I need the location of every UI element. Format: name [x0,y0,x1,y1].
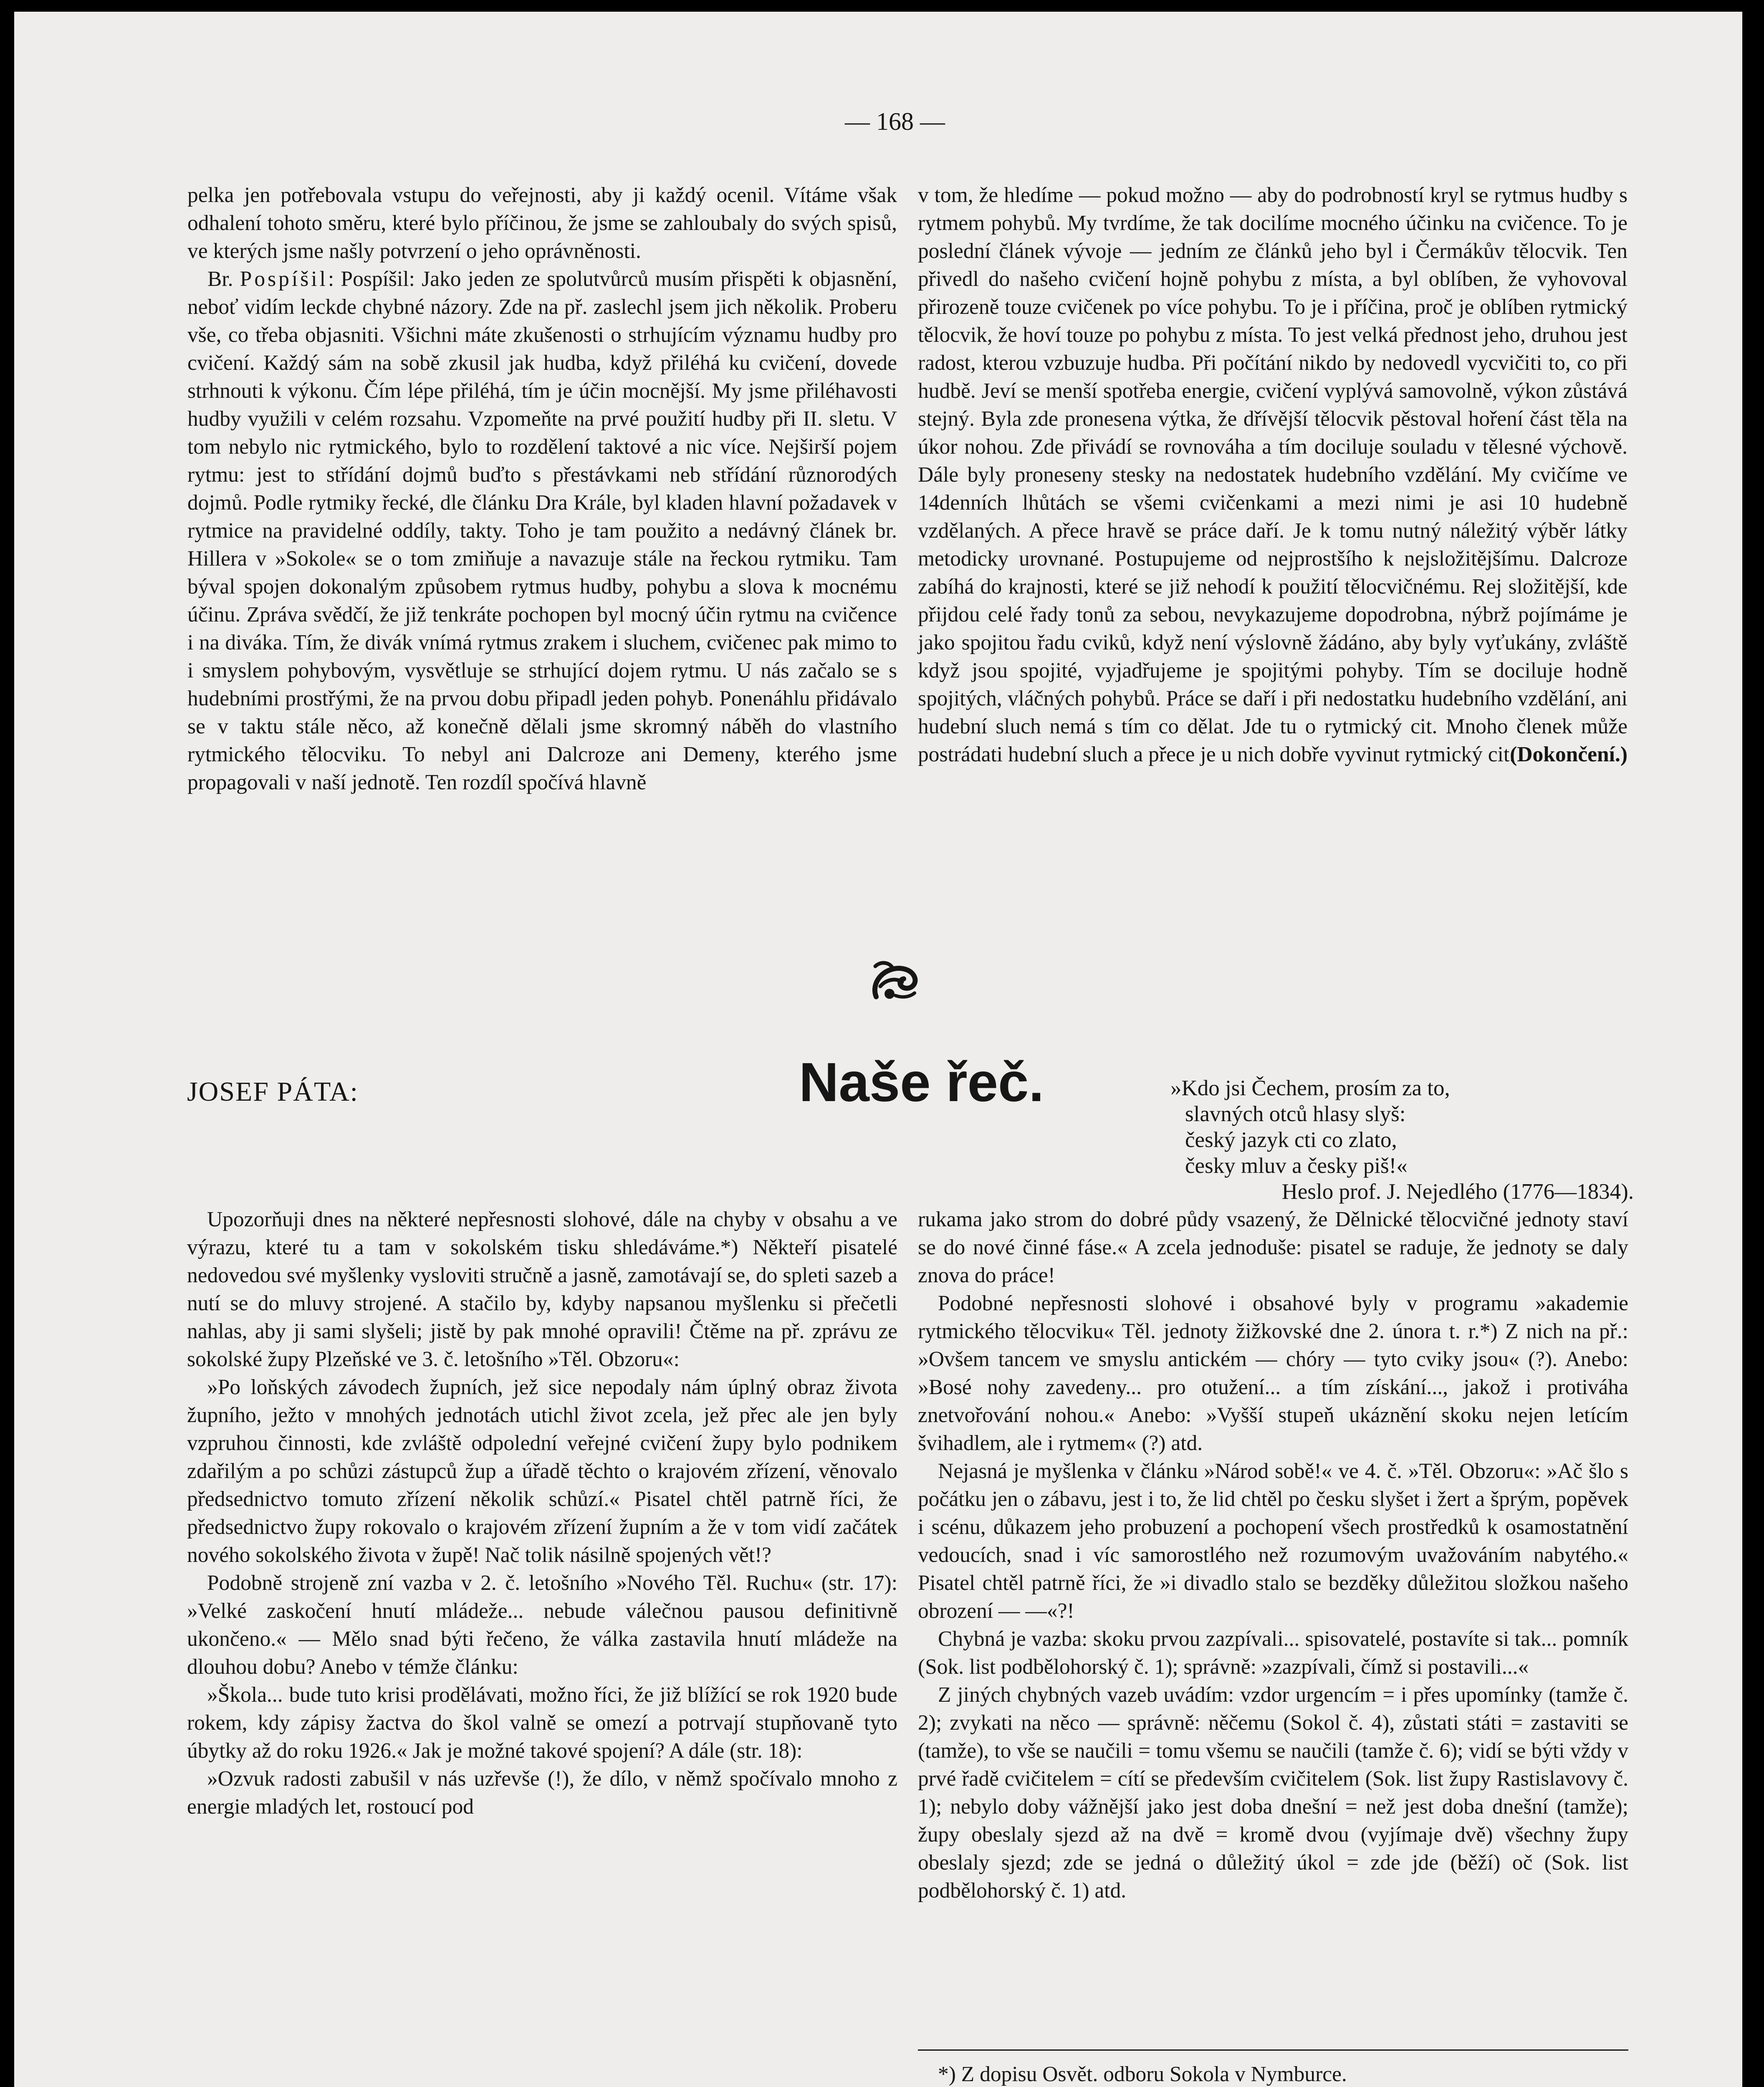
paragraph: Nejasná je myšlenka v článku »Národ sobě!« ve 4. č. »Těl. Obzoru«: »Ač šlo s počátku jen o zábavu, jest i to, že lid chtěl po česku slyšet i žert a šprým, popěvek i scénu, důkazem jeho probuzení a pochopení všech prostředků k osamostatnění vedoucích, snad i víc samorostlého než rozumovým uvažováním nabytého.« Pisatel chtěl patrně říci, že »i divadlo stalo se bezděky důležitou složkou našeho obrození — —«?! [918,1459,1628,1623]
article-author: JOSEF PÁTA: [187,1076,359,1107]
epigraph-line: česky mluv a česky piš!« [1185,1154,1408,1178]
epigraph-line: »Kdo jsi Čechem, prosím za to, [1170,1076,1450,1100]
paragraph: rukama jako strom do dobré půdy vsazený, že Dělnické tělocvičné jednoty staví se do nové činné fáse.« A zcela jednoduše: pisatel se raduje, že jednoty se daly znova do práce! [918,1208,1628,1287]
paragraph-speaker: Br. Pospíšil: Pospíšil: Jako jeden ze spolutvůrců musím přispěti k objasnění, neboť vidím leckde chybné názory. Zde na př. zaslechl jsem jich několik. Proberu vše, co třeba objasniti. Všichni máte zkušenosti o strhujícím významu hudby pro cvičení. Každý sám na sobě zkusil jak hudba, když přiléhá ku cvičení, dovede strhnouti k výkonu. Čím lépe přiléhá, tím je účin mocnější. My jsme přiléhavosti hudby využili v celém rozsahu. Vzpomeňte na prvé použití hudby při II. sletu. V tom nebylo nic rytmického, bylo to rozdělení taktové a nic více. Nejširší pojem rytmu: jest to střídání dojmů buďto s přestávkami neb střídání různorodých dojmů. Podle rytmiky řecké, dle článku Dra Krále, byl kladen hlavní požadavek v rytmice na pravidelné oddíly, takty. Toho je tam použito a nedávný článek br. Hillera v »Sokole« se o tom zmiňuje a navazuje stále na řeckou rytmiku. Tam býval spojen dokonalým způsobem rytmus hudby, pohybu a slova k mocnému účinu. Zpráva svědčí, že již tenkráte pochopen byl mocný účin rytmu na cvičence i na diváka. Tím, že divák vnímá rytmus zrakem i sluchem, cvičenec pak mimo to i smyslem pohybovým, vysvětluje se strhující dojem rytmu. U nás začalo se s hudebními prostřými, že na prvou dobu připadl jeden pohyb. Ponenáhlu přidávalo se v taktu stále něco, až konečně dělali jsme skromný náběh do vlastního rytmického tělocviku. To nebyl ani Dalcroze ani Demeny, kterého jsme propagovali v naší jednotě. Ten rozdíl spočívá hlavně [187,267,897,794]
page [14,12,1742,2087]
top-left-column [187,181,897,796]
paragraph: Podobné nepřesnosti slohové i obsahové byly v programu »akademie rytmického tělocviku« Těl. jednoty žižkovské dne 2. února t. r.*) Z nich na př.: »Ovšem tancem ve smyslu antickém — chóry — tyto cviky jsou« (?). Anebo: »Bosé nohy zavedeny... pro otužení... a tím získání..., jakož i protiváha znetvořování nohou.« Anebo: »Vyšší stupeň ukáznění skoku nejen letícím švihadlem, ale i rytmem« (?) atd. [918,1291,1628,1455]
quote-paragraph: »Po loňských závodech župních, jež sice nepodaly nám úplný obraz života župního, ježto v mnohých jednotách utichl život zcela, jež přec ale jen byly vzpruhou činnosti, kde zvláště odpolední veřejné cvičení župy bylo podnikem zdařilým a po schůzi zástupců žup a úřadě těchto o krajovém zřízení, věnovalo předsednictvo tomuto zřízení několik schůzí.« Pisatel chtěl patrně říci, že předsednictvo župy rokovalo o krajovém zřízení župním a že v tom vidí začátek nového sokolského života v župě! Nač tolik násilně spojených vět!? [187,1375,897,1567]
epigraph-line: slavných otců hlasy slyš: [1185,1102,1406,1126]
epigraph-source: Heslo prof. J. Nejedlého (1776—1834). [1281,1180,1634,1204]
page-number: — 168 — [845,108,945,135]
paragraph: Z jiných chybných vazeb uvádím: vzdor urgencím = i přes upomínky (tamže č. 2); zvykati na něco — správně: něčemu (Sokol č. 4), zůstati státi = zastaviti se (tamže), to vše se naučili = tomu všemu se naučili (tamže č. 6); vidí se býti vždy v prvé řadě cvičitelem = cítí se především cvičitelem (Sok. list župy Rastislavovy č. 1); nebylo doby vážnější jako jest doba dnešní = než jest doba dnešní (tamže); župy obeslaly sjezd až na dvě = kromě dvou (vyjímaje dvě) všechny župy obeslaly sjezd; zde se jedná o důležitý úkol = zde jde (běží) oč (Sok. list podbělohorský č. 1) atd. [918,1683,1628,1903]
speech-text: Pospíšil: Jako jeden ze spolutvůrců musím přispěti k objasnění, neboť vidím leckde chybné názory. Zde na př. zaslechl jsem jich několik. Proberu vše, co třeba objasniti. Všichni máte zkušenosti o strhujícím významu hudby pro cvičení. Každý sám na sobě zkusil jak hudba, když přiléhá ku cvičení, dovede strhnouti k výkonu. Čím lépe přiléhá, tím je účin mocnější. My jsme přiléhavosti hudby využili v celém rozsahu. Vzpomeňte na prvé použití hudby při II. sletu. V tom nebylo nic rytmického, bylo to rozdělení taktové a nic více. Nejširší pojem rytmu: jest to střídání dojmů buďto s přestávkami neb střídání různorodých dojmů. Podle rytmiky řecké, dle článku Dra Krále, byl kladen hlavní požadavek v rytmice na pravidelné oddíly, takty. Toho je tam použito a nedávný článek br. Hillera v »Sokole« se o tom zmiňuje a navazuje stále na řeckou rytmiku. Tam býval spojen dokonalým způsobem rytmus hudby, pohybu a slova k mocnému účinu. Zpráva svědčí, že již tenkráte pochopen byl mocný účin rytmu na cvičence i na diváka. Tím, že divák vnímá rytmus zrakem i sluchem, cvičenec pak mimo to i smyslem pohybovým, vysvětluje se strhující dojem rytmu. U nás začalo se s hudebními prostřými, že na prvou dobu připadl jeden pohyb. Ponenáhlu přidávalo se v taktu stále něco, až konečně dělali jsme skromný náběh do vlastního rytmického tělocviku. To nebyl ani Dalcroze ani Demeny, kterého jsme propagovali v naší jednotě. Ten rozdíl spočívá hlavně [187,267,897,794]
br-label: Br. [207,267,233,291]
epigraph [1170,1075,1634,1205]
paragraph: v tom, že hledíme — pokud možno — aby do podrobností kryl se rytmus hudby s rytmem pohybů. My tvrdíme, že tak docilíme mocného účinku na cvičence. To je poslední článek vývoje — jedním ze článků jeho byl i Čermákův tělocvik. Ten přivedl do našeho cvičení hojně pohybu z místa, a byl oblíben, že vyhovoval přirozeně touze cvičenek po více pohybu. To je i příčina, proč je oblíben rytmický tělocvik, že hoví touze po pohybu z místa. To jest velká přednost jeho, druhou jest radost, kterou vzbuzuje hudba. Při počítání nikdo by nedovedl vycvičiti to, co při hudbě. Jeví se menší spotřeba energie, cvičení vyplývá samovolně, výkon zůstává stejný. Byla zde pronesena výtka, že dřívější tělocvik pěstoval hoření část těla na úkor nohou. Zde přivádí se rovnováha a tím dociluje souladu v tělesné výchově. Dále byly proneseny stesky na nedostatek hudebního vzdělání. My cvičíme ve 14denních lhůtách se všemi cvičenkami a mezi nimi je asi 10 hudebně vzdělaných. A přece hravě se práce daří. Je k tomu nutný náležitý výběr látky metodicky urovnané. Postupujeme od nejprostšího k nejsložitějšímu. Dalcroze zabíhá do krajnosti, které se již nehodí k použití tělocvičnému. Rej složitější, kde přijdou celé řady tonů za sebou, nevykazujeme dopodrobna, nýbrž pojímáme je jako spojitou řadu cviků, když není výslovně žádáno, aby byly vyťukány, zvláště když jsou spojité, vyjadřujeme je spojitými pohyby. Tím se dociluje hodně spojitých, vláčných pohybů. Práce se daří i při nedostatku hudebního vzdělání, ani hudební sluch nemá s tím co dělat. Jde tu o rytmický cit. Mnoho členek může postrádati hudební sluch a přece je u nich dobře vyvinut rytmický cit. [918,183,1628,766]
quote-paragraph: »Ozvuk radosti zabušil v nás uzřevše (!), že dílo, v němž spočívalo mnoho z energie mladých let, rostoucí pod [187,1767,897,1819]
article-left-column [187,1205,897,1821]
paragraph: Upozorňuji dnes na některé nepřesnosti slohové, dále na chyby v obsahu a ve výrazu, které tu a tam v sokolském tisku shledáváme.*) Někteří pisatelé nedovedou své myšlenky vysloviti stručně a jasně, zamotávají se, do spleti sazeb a nutí se do mluvy strojené. A stačilo by, kdyby napsanou myšlenku si přečetli nahlas, aby ji sami slyšeli; jistě by pak mnohé opravili! Čtěme na př. zprávu ze sokolské župy Plzeňské ve 3. č. letošního »Těl. Obzoru«: [187,1208,897,1371]
footnote-text: *) Z dopisu Osvět. odboru Sokola v Nymburce. [938,2062,1347,2086]
continued-note: (Dokončení.) [1510,743,1628,766]
article-right-column [918,1205,1628,1905]
article-title: Naše řeč. [799,1051,1044,1113]
paragraph: Chybná je vazba: skoku prvou zazpívali... spisovatelé, postavíte si tak... pomník (Sok. list podbělohorský č. 1); správně: »zazpívali, čímž si postavili...« [918,1627,1628,1679]
epigraph-line: český jazyk cti co zlato, [1185,1128,1397,1152]
quote-paragraph: »Škola... bude tuto krisi prodělávati, možno říci, že již blížící se rok 1920 bude rokem, kdy zápisy žactva do škol valně se omezí a potrvají stupňovaně tyto úbytky až do roku 1926.« Jak je možné takové spojení? A dále (str. 18): [187,1683,897,1763]
paragraph: pelka jen potřebovala vstupu do veřejnosti, aby ji každý ocenil. Vítáme však odhalení tohoto směru, které bylo příčinou, že jsme se zahloubaly do svých spisů, ve kterých jsme našly potvrzení o jeho oprávněnosti. [187,183,897,263]
footnote-right [918,2061,1628,2087]
paragraph: Podobně strojeně zní vazba v 2. č. letošního »Nového Těl. Ruchu« (str. 17): »Velké zaskočení hnutí mládeže... nebude válečnou pausou definitivně ukončeno.« — Mělo snad býti řečeno, že válka zastavila hnutí mládeže na dlouhou dobu? Anebo v témže článku: [187,1571,897,1679]
speaker-name: Pospíšil [240,267,328,291]
fleuron-icon [868,957,922,1003]
footnote-rule [918,2049,1628,2051]
top-right-column [918,181,1628,768]
